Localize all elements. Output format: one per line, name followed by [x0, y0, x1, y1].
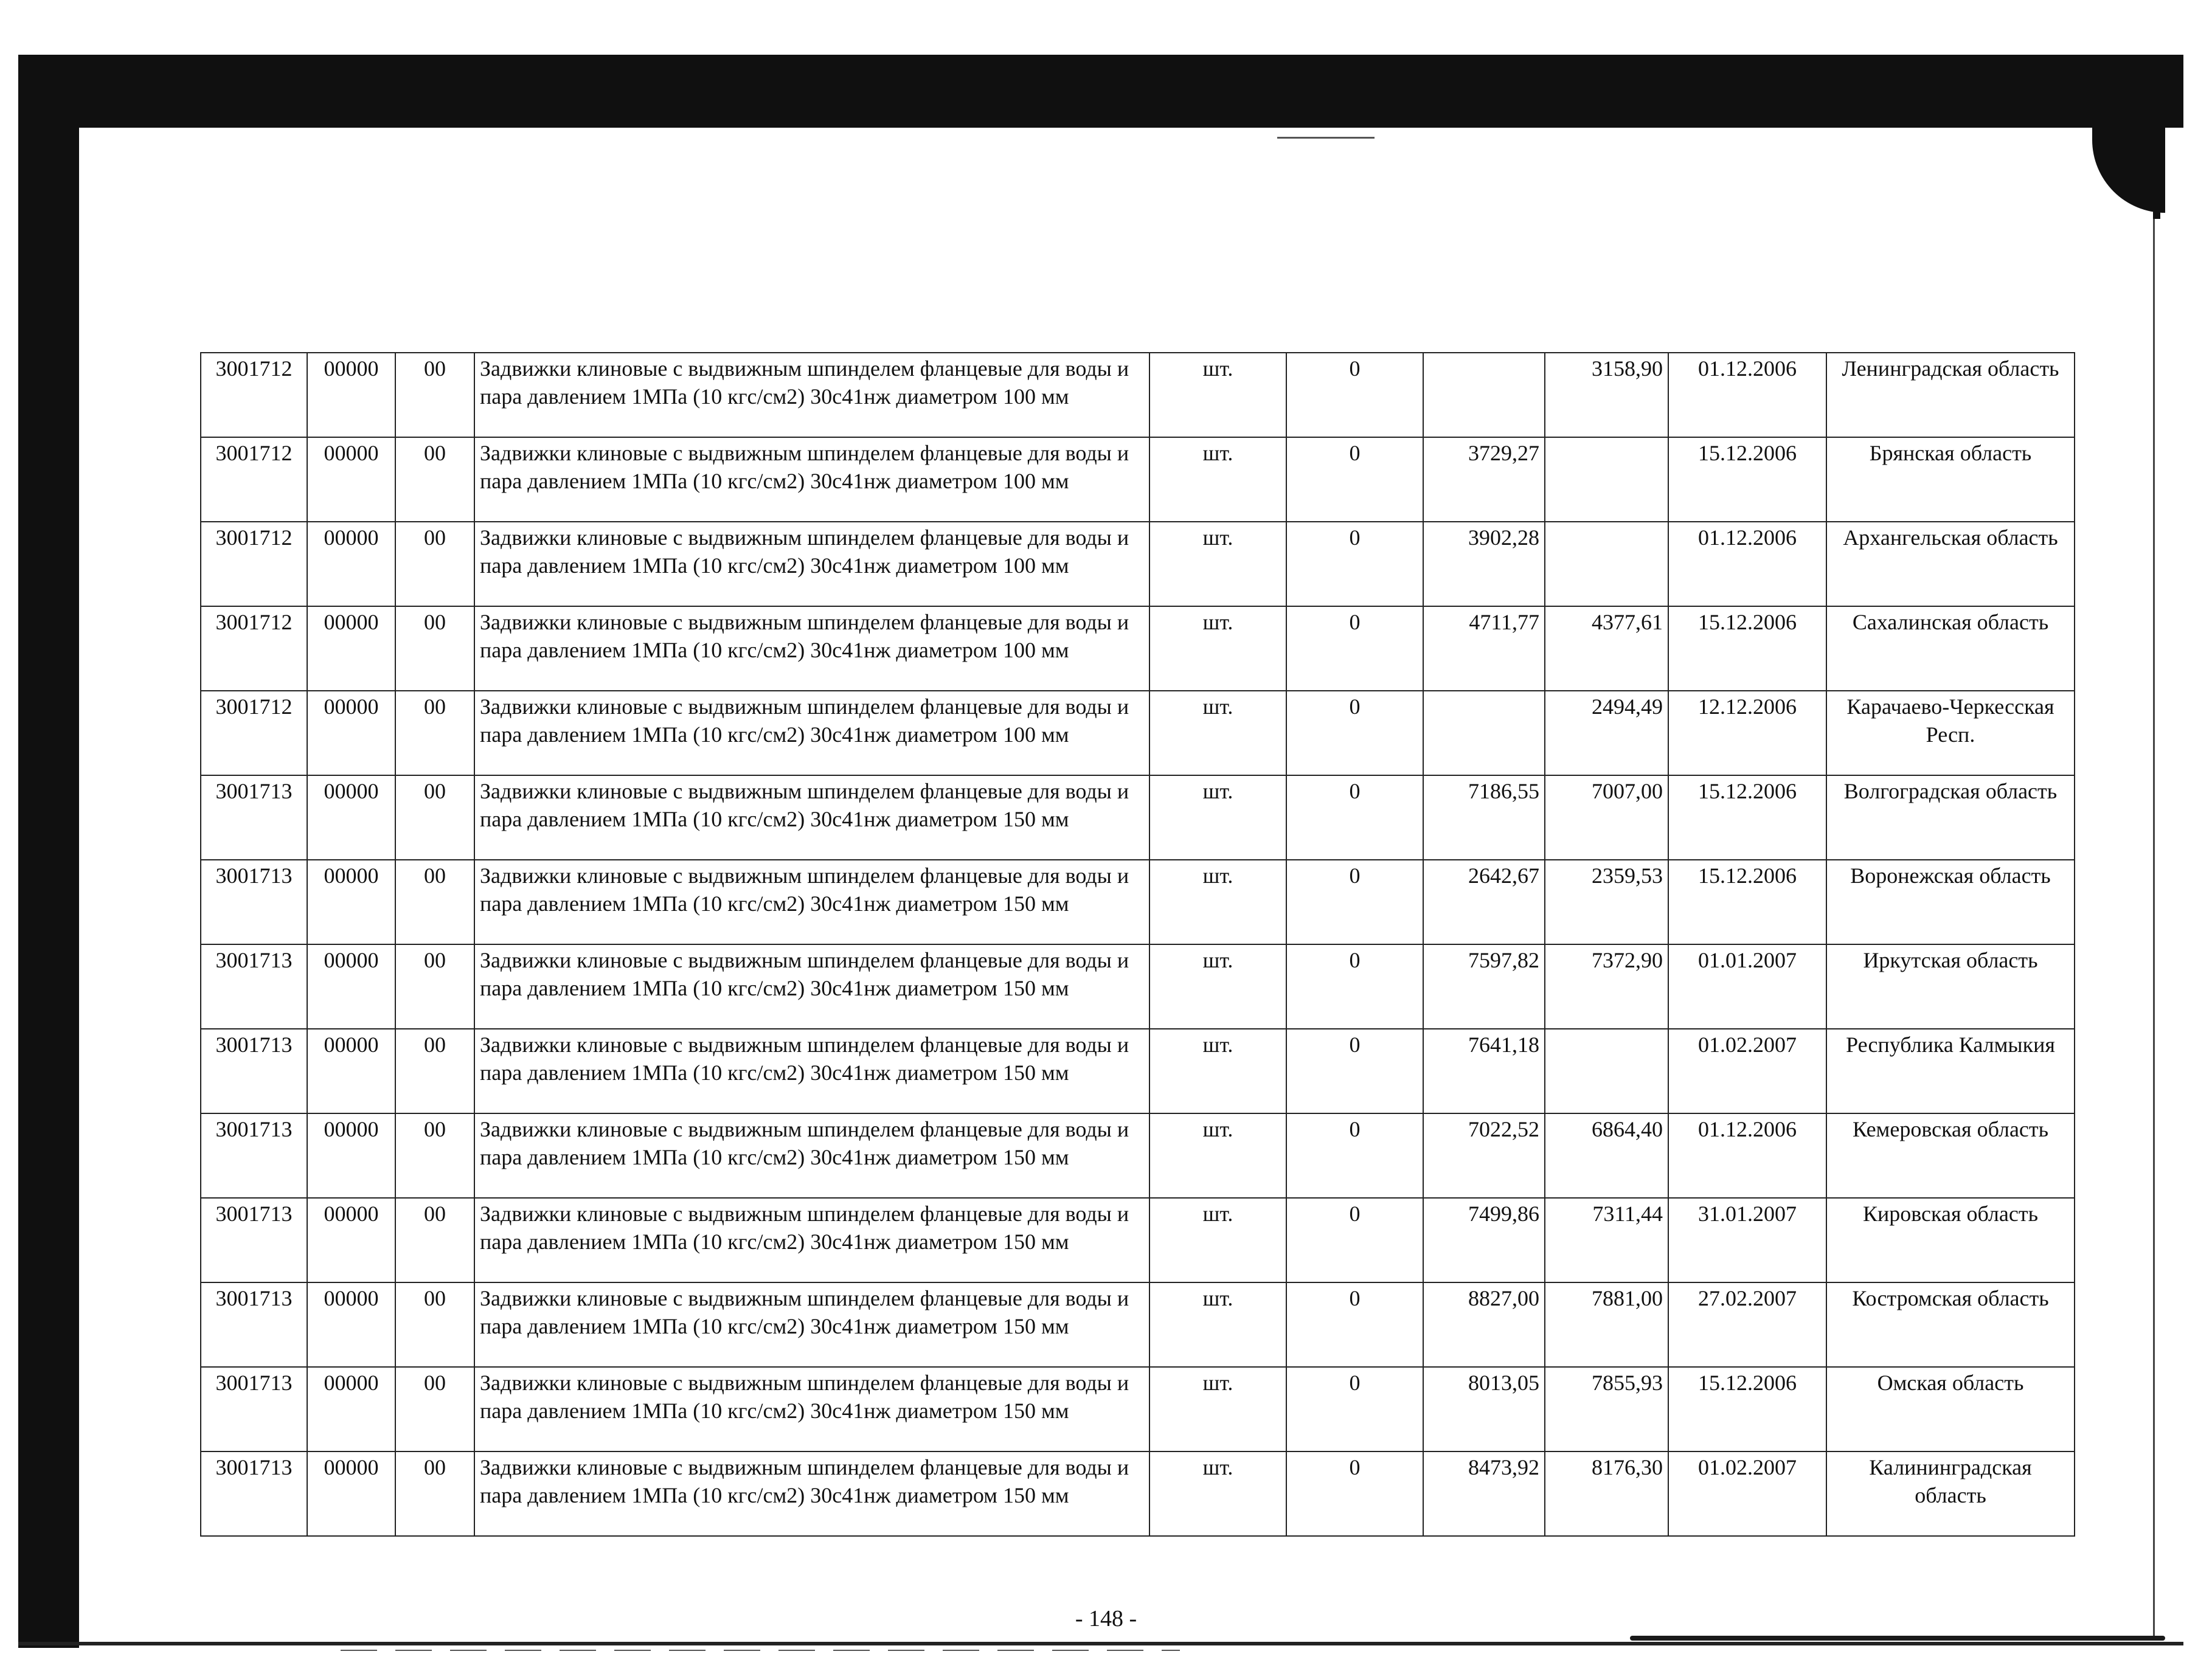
row-subcode: 00000: [307, 353, 395, 437]
row-name: Задвижки клиновые с выдвижным шпинделем фланцевые для воды и пара давлением 1МПа (10 кгс/см2) 30с41нж диаметром 100 мм: [474, 606, 1149, 691]
table-row: [201, 1282, 2075, 1367]
row-price-2: 7881,00: [1545, 1282, 1668, 1367]
row-price-2: 7007,00: [1545, 775, 1668, 860]
row-unit: шт.: [1149, 1113, 1286, 1198]
row-unit: шт.: [1149, 944, 1286, 1029]
row-price-1: 8473,92: [1423, 1451, 1545, 1536]
row-price-1: 4711,77: [1423, 606, 1545, 691]
row-group: 00: [395, 860, 474, 944]
row-name: Задвижки клиновые с выдвижным шпинделем фланцевые для воды и пара давлением 1МПа (10 кгс/см2) 30с41нж диаметром 150 мм: [474, 1451, 1149, 1536]
row-price-1: 7186,55: [1423, 775, 1545, 860]
table-body: [201, 353, 2075, 1536]
row-group: 00: [395, 1367, 474, 1451]
row-qty: 0: [1286, 353, 1423, 437]
row-qty: 0: [1286, 1367, 1423, 1451]
row-code: 3001713: [201, 775, 307, 860]
row-code: 3001713: [201, 1198, 307, 1282]
row-name: Задвижки клиновые с выдвижным шпинделем фланцевые для воды и пара давлением 1МПа (10 кгс/см2) 30с41нж диаметром 150 мм: [474, 1029, 1149, 1113]
row-region: Кировская область: [1826, 1198, 2075, 1282]
row-price-1: 7641,18: [1423, 1029, 1545, 1113]
row-subcode: 00000: [307, 1113, 395, 1198]
row-price-2: [1545, 522, 1668, 606]
row-price-2: 4377,61: [1545, 606, 1668, 691]
row-qty: 0: [1286, 860, 1423, 944]
row-name: Задвижки клиновые с выдвижным шпинделем фланцевые для воды и пара давлением 1МПа (10 кгс/см2) 30с41нж диаметром 150 мм: [474, 775, 1149, 860]
row-subcode: 00000: [307, 606, 395, 691]
row-region: Иркутская область: [1826, 944, 2075, 1029]
row-code: 3001713: [201, 1282, 307, 1367]
row-qty: 0: [1286, 1113, 1423, 1198]
row-price-1: 7597,82: [1423, 944, 1545, 1029]
row-price-2: 7311,44: [1545, 1198, 1668, 1282]
row-price-2: 7372,90: [1545, 944, 1668, 1029]
row-subcode: 00000: [307, 775, 395, 860]
table-row: [201, 691, 2075, 775]
table-row: [201, 353, 2075, 437]
row-subcode: 00000: [307, 1198, 395, 1282]
row-qty: 0: [1286, 522, 1423, 606]
row-name: Задвижки клиновые с выдвижным шпинделем фланцевые для воды и пара давлением 1МПа (10 кгс/см2) 30с41нж диаметром 100 мм: [474, 437, 1149, 522]
table-row: [201, 1029, 2075, 1113]
row-price-2: 6864,40: [1545, 1113, 1668, 1198]
row-unit: шт.: [1149, 606, 1286, 691]
row-qty: 0: [1286, 1198, 1423, 1282]
row-date: 27.02.2007: [1668, 1282, 1826, 1367]
row-subcode: 00000: [307, 1282, 395, 1367]
row-unit: шт.: [1149, 691, 1286, 775]
row-qty: 0: [1286, 691, 1423, 775]
row-group: 00: [395, 1113, 474, 1198]
row-name: Задвижки клиновые с выдвижным шпинделем фланцевые для воды и пара давлением 1МПа (10 кгс/см2) 30с41нж диаметром 100 мм: [474, 522, 1149, 606]
scan-border-left: [18, 122, 79, 1648]
row-group: 00: [395, 437, 474, 522]
scan-artifact-mark: [1277, 137, 1375, 139]
row-unit: шт.: [1149, 437, 1286, 522]
row-qty: 0: [1286, 606, 1423, 691]
row-subcode: 00000: [307, 1029, 395, 1113]
row-unit: шт.: [1149, 522, 1286, 606]
row-name: Задвижки клиновые с выдвижным шпинделем фланцевые для воды и пара давлением 1МПа (10 кгс/см2) 30с41нж диаметром 150 мм: [474, 1113, 1149, 1198]
row-code: 3001713: [201, 944, 307, 1029]
row-price-1: 3729,27: [1423, 437, 1545, 522]
row-region: Брянская область: [1826, 437, 2075, 522]
row-name: Задвижки клиновые с выдвижным шпинделем фланцевые для воды и пара давлением 1МПа (10 кгс/см2) 30с41нж диаметром 150 мм: [474, 1282, 1149, 1367]
row-date: 01.12.2006: [1668, 353, 1826, 437]
row-date: 15.12.2006: [1668, 860, 1826, 944]
row-price-2: [1545, 1029, 1668, 1113]
scan-border-top: [18, 55, 2183, 128]
row-region: Карачаево-Черкесская Респ.: [1826, 691, 2075, 775]
row-qty: 0: [1286, 1282, 1423, 1367]
row-name: Задвижки клиновые с выдвижным шпинделем фланцевые для воды и пара давлением 1МПа (10 кгс/см2) 30с41нж диаметром 150 мм: [474, 1367, 1149, 1451]
row-date: 31.01.2007: [1668, 1198, 1826, 1282]
scan-edge-line: [2153, 219, 2155, 1636]
row-code: 3001712: [201, 691, 307, 775]
row-region: Калининградская область: [1826, 1451, 2075, 1536]
table-row: [201, 775, 2075, 860]
row-code: 3001713: [201, 1367, 307, 1451]
row-group: 00: [395, 1451, 474, 1536]
row-date: 01.12.2006: [1668, 522, 1826, 606]
row-group: 00: [395, 353, 474, 437]
row-price-2: 2494,49: [1545, 691, 1668, 775]
row-region: Омская область: [1826, 1367, 2075, 1451]
row-region: Сахалинская область: [1826, 606, 2075, 691]
table-row: [201, 1198, 2075, 1282]
table-row: [201, 1367, 2075, 1451]
row-code: 3001712: [201, 522, 307, 606]
row-price-2: 3158,90: [1545, 353, 1668, 437]
row-price-1: 7499,86: [1423, 1198, 1545, 1282]
row-date: 01.02.2007: [1668, 1451, 1826, 1536]
page-number: - 148 -: [1075, 1606, 1137, 1631]
row-price-2: 7855,93: [1545, 1367, 1668, 1451]
row-price-1: [1423, 353, 1545, 437]
row-qty: 0: [1286, 944, 1423, 1029]
row-date: 01.12.2006: [1668, 1113, 1826, 1198]
row-subcode: 00000: [307, 522, 395, 606]
row-group: 00: [395, 691, 474, 775]
row-code: 3001712: [201, 606, 307, 691]
row-price-2: 8176,30: [1545, 1451, 1668, 1536]
row-region: Кемеровская область: [1826, 1113, 2075, 1198]
row-group: 00: [395, 944, 474, 1029]
scan-margin-top: [0, 0, 2212, 55]
row-group: 00: [395, 1029, 474, 1113]
row-subcode: 00000: [307, 944, 395, 1029]
row-qty: 0: [1286, 1029, 1423, 1113]
table-row: [201, 1451, 2075, 1536]
row-date: 15.12.2006: [1668, 437, 1826, 522]
row-group: 00: [395, 522, 474, 606]
row-price-1: [1423, 691, 1545, 775]
row-subcode: 00000: [307, 860, 395, 944]
row-price-2: [1545, 437, 1668, 522]
table-row: [201, 522, 2075, 606]
row-name: Задвижки клиновые с выдвижным шпинделем фланцевые для воды и пара давлением 1МПа (10 кгс/см2) 30с41нж диаметром 150 мм: [474, 1198, 1149, 1282]
row-date: 15.12.2006: [1668, 1367, 1826, 1451]
row-group: 00: [395, 1198, 474, 1282]
row-unit: шт.: [1149, 1451, 1286, 1536]
row-unit: шт.: [1149, 860, 1286, 944]
row-region: Костромская область: [1826, 1282, 2075, 1367]
price-table: [200, 352, 2075, 1537]
row-name: Задвижки клиновые с выдвижным шпинделем фланцевые для воды и пара давлением 1МПа (10 кгс/см2) 30с41нж диаметром 150 мм: [474, 860, 1149, 944]
row-date: 01.02.2007: [1668, 1029, 1826, 1113]
row-region: Воронежская область: [1826, 860, 2075, 944]
scan-border-bottom: [18, 1642, 2183, 1645]
row-subcode: 00000: [307, 1451, 395, 1536]
row-subcode: 00000: [307, 1367, 395, 1451]
row-code: 3001713: [201, 1113, 307, 1198]
row-unit: шт.: [1149, 1198, 1286, 1282]
row-group: 00: [395, 775, 474, 860]
row-date: 12.12.2006: [1668, 691, 1826, 775]
row-code: 3001712: [201, 437, 307, 522]
row-region: Архангельская область: [1826, 522, 2075, 606]
row-qty: 0: [1286, 1451, 1423, 1536]
row-subcode: 00000: [307, 437, 395, 522]
row-price-2: 2359,53: [1545, 860, 1668, 944]
row-name: Задвижки клиновые с выдвижным шпинделем фланцевые для воды и пара давлением 1МПа (10 кгс/см2) 30с41нж диаметром 100 мм: [474, 691, 1149, 775]
row-unit: шт.: [1149, 775, 1286, 860]
scan-artifact-smudge: [1630, 1636, 2165, 1641]
table-row: [201, 1113, 2075, 1198]
row-unit: шт.: [1149, 1029, 1286, 1113]
row-price-1: 8827,00: [1423, 1282, 1545, 1367]
scan-border-right: [2153, 122, 2160, 219]
row-unit: шт.: [1149, 1367, 1286, 1451]
row-group: 00: [395, 1282, 474, 1367]
row-unit: шт.: [1149, 1282, 1286, 1367]
row-qty: 0: [1286, 775, 1423, 860]
row-unit: шт.: [1149, 353, 1286, 437]
row-price-1: 2642,67: [1423, 860, 1545, 944]
row-code: 3001712: [201, 353, 307, 437]
table-row: [201, 606, 2075, 691]
row-price-1: 3902,28: [1423, 522, 1545, 606]
row-group: 00: [395, 606, 474, 691]
row-region: Ленинградская область: [1826, 353, 2075, 437]
row-code: 3001713: [201, 860, 307, 944]
row-subcode: 00000: [307, 691, 395, 775]
row-name: Задвижки клиновые с выдвижным шпинделем фланцевые для воды и пара давлением 1МПа (10 кгс/см2) 30с41нж диаметром 100 мм: [474, 353, 1149, 437]
row-code: 3001713: [201, 1451, 307, 1536]
row-price-1: 7022,52: [1423, 1113, 1545, 1198]
row-region: Республика Калмыкия: [1826, 1029, 2075, 1113]
row-region: Волгоградская область: [1826, 775, 2075, 860]
row-name: Задвижки клиновые с выдвижным шпинделем фланцевые для воды и пара давлением 1МПа (10 кгс/см2) 30с41нж диаметром 150 мм: [474, 944, 1149, 1029]
table-row: [201, 437, 2075, 522]
row-date: 15.12.2006: [1668, 775, 1826, 860]
row-price-1: 8013,05: [1423, 1367, 1545, 1451]
table-row: [201, 860, 2075, 944]
row-qty: 0: [1286, 437, 1423, 522]
row-code: 3001713: [201, 1029, 307, 1113]
scan-artifact-dashes: [341, 1650, 1180, 1651]
row-date: 01.01.2007: [1668, 944, 1826, 1029]
row-date: 15.12.2006: [1668, 606, 1826, 691]
table-row: [201, 944, 2075, 1029]
